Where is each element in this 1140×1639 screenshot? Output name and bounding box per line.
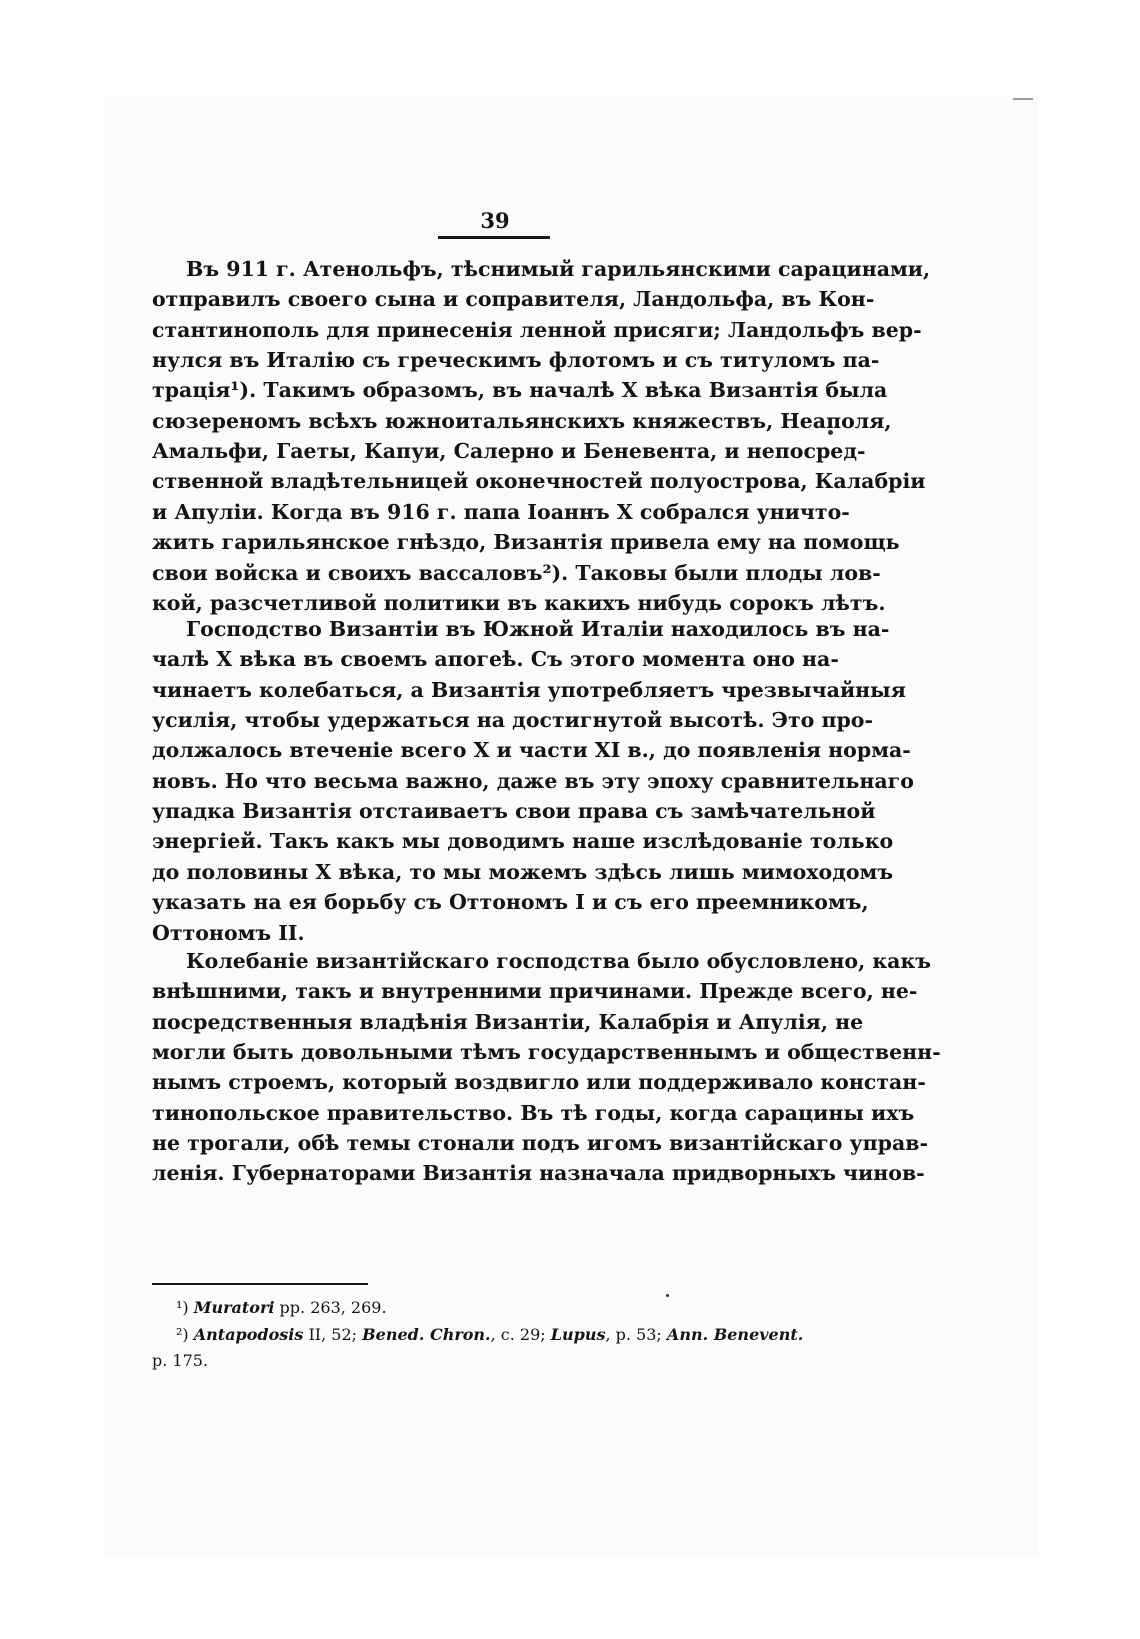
text-line: не трогали, обѣ темы стонали подъ игомъ византійскаго управ- [152, 1131, 929, 1156]
footnote-mark: ²) [176, 1325, 194, 1344]
text-line: Колебаніе византійскаго господства было обусловлено, какъ [186, 949, 931, 973]
citation-text: , p. 53; [605, 1325, 667, 1344]
text-line: должалось втеченіе всего X и части XI в., до появленія норма- [152, 738, 911, 763]
citation-title: Muratori [193, 1298, 275, 1317]
citation-title: Antapodosis [193, 1325, 304, 1344]
text-line: и Апуліи. Когда въ 916 г. папа Іоаннъ X собрался уничто- [152, 499, 850, 524]
text-line: ленія. Губернаторами Византія назначала придворныхъ чинов- [152, 1161, 925, 1186]
text-line: упадка Византія отстаиваетъ свои права съ замѣчательной [152, 799, 876, 824]
text-line: новъ. Но что весьма важно, даже въ эту эпоху сравнительнаго [152, 768, 914, 793]
footnote [152, 1323, 832, 1347]
text-line: трація¹). Такимъ образомъ, въ началѣ X вѣка Византія была [152, 378, 888, 403]
footnote-mark: ¹) [176, 1298, 194, 1317]
text-line: посредственныя владѣнія Византіи, Калабрія и Апулія, не [152, 1009, 864, 1034]
citation-title: Ann. Benevent. [666, 1325, 804, 1344]
text-line: сюзереномъ всѣхъ южноитальянскихъ княжествъ, Неаполя, [152, 408, 892, 433]
footnote [152, 1296, 832, 1320]
text-line: чалѣ X вѣка въ своемъ апогеѣ. Съ этого момента оно на- [152, 647, 839, 672]
text-line: ственной владѣтельницей оконечностей полуострова, Калабріи [152, 469, 926, 494]
text-line: Господство Византіи въ Южной Италіи находилось въ на- [186, 617, 890, 641]
text-line: свои войска и своихъ вассаловъ²). Таковы были плоды лов- [152, 560, 881, 585]
text-line: внѣшними, такъ и внутренними причинами. Прежде всего, не- [152, 979, 918, 1004]
text-line: до половины X вѣка, то мы можемъ здѣсь лишь мимоходомъ [152, 859, 894, 884]
text-line: усилія, чтобы удержаться на достигнутой высотѣ. Это про- [152, 708, 873, 733]
text-line: жить гарильянское гнѣздо, Византія привела ему на помощь [152, 530, 900, 555]
text-line: кой, разсчетливой политики въ какихъ нибудь сорокъ лѣтъ. [152, 590, 886, 615]
page-number: 39 [480, 208, 510, 233]
citation-text: pp. 263, 269. [274, 1298, 387, 1317]
footnote-rule [152, 1283, 368, 1285]
scan-edge-mark [1013, 98, 1033, 100]
citation-text: II, 52; [303, 1325, 363, 1344]
text-line: нымъ строемъ, который воздвигло или поддерживало констан- [152, 1070, 926, 1095]
text-line: энергіей. Такъ какъ мы доводимъ наше изслѣдованіе только [152, 829, 894, 854]
citation-title: Lupus [550, 1325, 606, 1344]
text-line: чинаетъ колебаться, а Византія употребляетъ чрезвычайныя [152, 677, 906, 702]
text-line: Оттономъ II. [152, 920, 305, 945]
citation-text: , c. 29; [490, 1325, 551, 1344]
text-line: стантинополь для принесенія ленной присяги; Ландольфъ вер- [152, 317, 922, 342]
text-line: Въ 911 г. Атенольфъ, тѣснимый гарильянскими сарацинами, [186, 257, 931, 281]
footnote [152, 1349, 832, 1373]
citation-title: Bened. Chron. [362, 1325, 491, 1344]
text-line: тинопольское правительство. Въ тѣ годы, когда сарацины ихъ [152, 1100, 915, 1125]
text-line: нулся въ Италію съ греческимъ флотомъ и съ титуломъ па- [152, 348, 880, 373]
text-line: отправилъ своего сына и соправителя, Ландольфа, въ Кон- [152, 287, 875, 312]
text-line: Амальфи, Гаеты, Капуи, Салерно и Беневента, и непосред- [152, 439, 866, 464]
text-line: указать на ея борьбу съ Оттономъ I и съ его преемникомъ, [152, 890, 869, 915]
text-line: могли быть довольными тѣмъ государственнымъ и общественн- [152, 1040, 941, 1065]
page-number-rule [438, 236, 550, 239]
citation-text: p. 175. [152, 1351, 209, 1370]
